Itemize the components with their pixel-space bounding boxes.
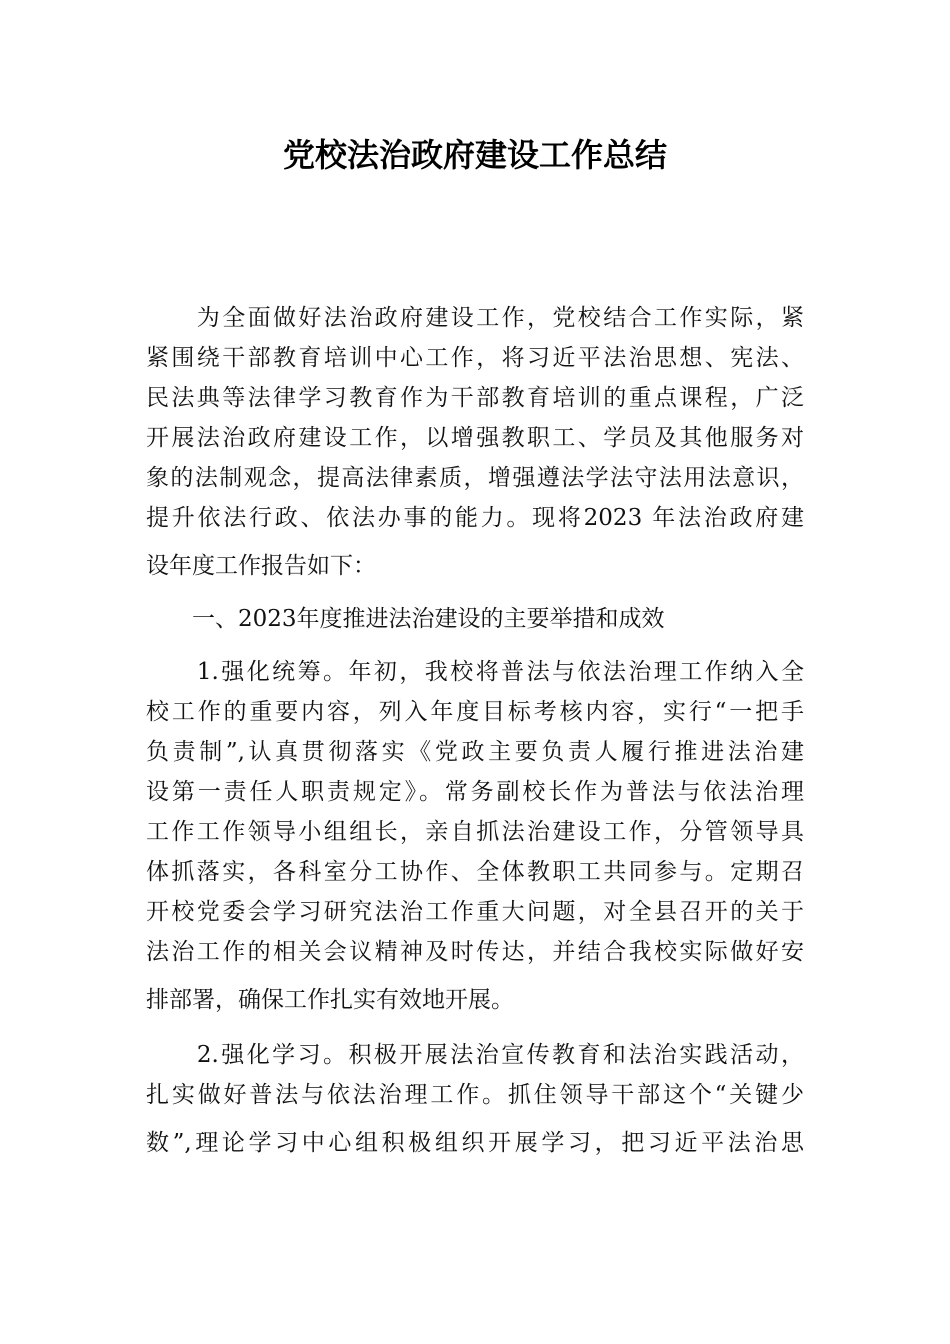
text-line: 设第一责任人职责规定》。常务副校长作为普法与依法治理 bbox=[146, 779, 804, 805]
item-2-paragraph bbox=[146, 1035, 804, 1163]
document-body bbox=[146, 298, 804, 1163]
paragraph-spacer bbox=[146, 639, 804, 652]
section-heading bbox=[146, 599, 804, 639]
text-line: 负责制”,认真贯彻落实《党政主要负责人履行推进法治建 bbox=[146, 739, 804, 765]
text-line: 工作工作领导小组组长，亲自抓法治建设工作，分管领导具 bbox=[146, 819, 804, 845]
text-line: 开校党委会学习研究法治工作重大问题，对全县召开的关于 bbox=[146, 899, 804, 925]
text-line: 象的法制观念，提高法律素质，增强遵法学法守法用法意识， bbox=[146, 465, 804, 491]
document-title: 党校法治政府建设工作总结 bbox=[282, 136, 667, 174]
text-line: 排部署，确保工作扎实有效地开展。 bbox=[146, 987, 514, 1013]
text-line: 法治工作的相关会议精神及时传达，并结合我校实际做好安 bbox=[146, 939, 804, 965]
text-line: 2.强化学习。积极开展法治宣传教育和法治实践活动， bbox=[146, 1042, 804, 1068]
text-line: 一、2023年度推进法治建设的主要举措和成效 bbox=[146, 606, 665, 632]
paragraph-spacer bbox=[146, 586, 804, 599]
text-line: 民法典等法律学习教育作为干部教育培训的重点课程，广泛 bbox=[146, 385, 804, 411]
text-line: 为全面做好法治政府建设工作，党校结合工作实际，紧 bbox=[146, 305, 804, 331]
text-line: 提升依法行政、依法办事的能力。现将2023 年法治政府建 bbox=[146, 505, 804, 531]
text-line: 设年度工作报告如下： bbox=[146, 553, 376, 579]
text-line: 校工作的重要内容，列入年度目标考核内容，实行“一把手 bbox=[146, 699, 804, 725]
text-line: 扎实做好普法与依法治理工作。抓住领导干部这个“关键少 bbox=[146, 1082, 804, 1108]
text-line: 1.强化统筹。年初，我校将普法与依法治理工作纳入全 bbox=[146, 659, 804, 685]
text-line: 开展法治政府建设工作，以增强教职工、学员及其他服务对 bbox=[146, 425, 804, 451]
line-spacer bbox=[146, 1115, 804, 1123]
line-spacer bbox=[146, 538, 804, 546]
intro-paragraph bbox=[146, 298, 804, 586]
paragraph-spacer bbox=[146, 1020, 804, 1035]
text-line: 数”,理论学习中心组积极组织开展学习，把习近平法治思 bbox=[146, 1130, 804, 1156]
text-line: 紧围绕干部教育培训中心工作，将习近平法治思想、宪法、 bbox=[146, 345, 804, 371]
item-1-paragraph bbox=[146, 652, 804, 1020]
text-line: 体抓落实，各科室分工协作、全体教职工共同参与。定期召 bbox=[146, 859, 804, 885]
line-spacer bbox=[146, 972, 804, 980]
